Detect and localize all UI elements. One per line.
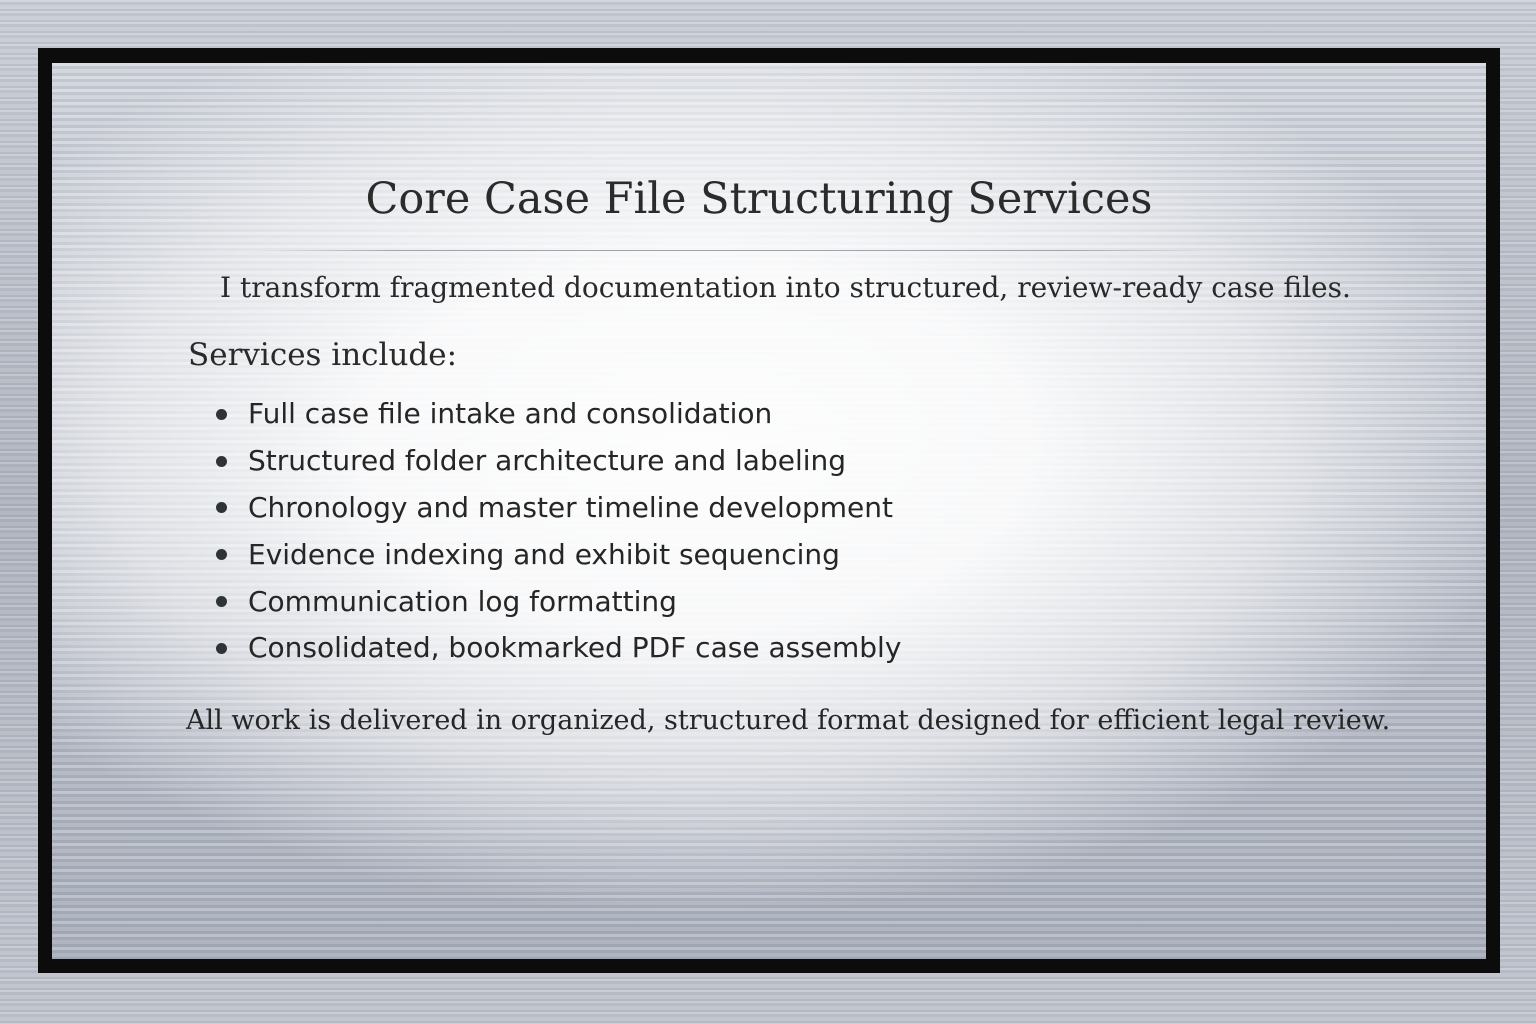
service-label: Chronology and master timeline development: [248, 490, 893, 524]
service-item: [216, 438, 901, 485]
bullet-icon: [216, 456, 227, 467]
title-divider: [257, 250, 1207, 251]
service-item: [216, 531, 901, 578]
service-item: [216, 391, 901, 438]
bullet-icon: [216, 549, 227, 560]
services-heading: Services include:: [188, 337, 458, 373]
service-label: Consolidated, bookmarked PDF case assembly: [248, 631, 902, 665]
bullet-icon: [216, 502, 227, 513]
slide-frame: [38, 48, 1500, 973]
slide-panel: [52, 63, 1486, 959]
bullet-icon: [216, 409, 227, 420]
service-item: [216, 485, 901, 532]
bullet-icon: [216, 596, 227, 607]
service-label: Structured folder architecture and labeling: [248, 444, 847, 478]
slide-title: Core Case File Structuring Services: [365, 174, 1153, 224]
service-item: [216, 578, 901, 625]
service-item: [216, 625, 901, 672]
service-label: Full case file intake and consolidation: [248, 397, 773, 431]
service-label: Evidence indexing and exhibit sequencing: [248, 537, 840, 571]
services-list: [216, 391, 901, 672]
bullet-icon: [216, 643, 227, 654]
closing-text: All work is delivered in organized, structured format designed for efficient legal review.: [186, 705, 1391, 736]
service-label: Communication log formatting: [248, 584, 677, 618]
intro-text: I transform fragmented documentation into structured, review-ready case files.: [220, 271, 1351, 304]
